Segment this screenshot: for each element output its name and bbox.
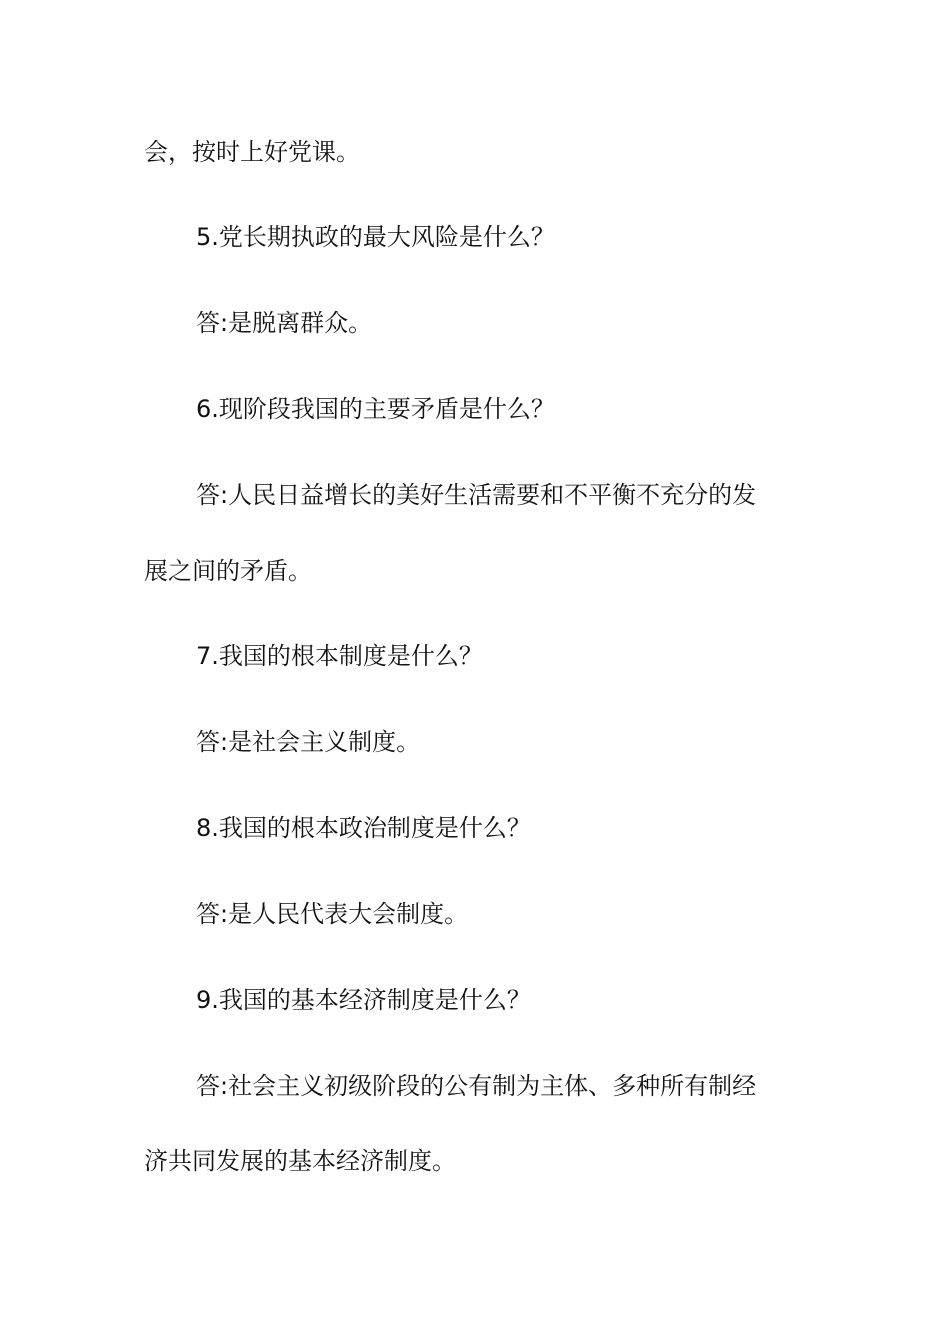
- answer-6-line-2: 展之间的矛盾。: [144, 557, 312, 585]
- question-7: 7.我国的根本制度是什么？: [196, 642, 483, 670]
- answer-8: 答:是人民代表大会制度。: [196, 900, 469, 928]
- answer-9-line-2: 济共同发展的基本经济制度。: [144, 1147, 456, 1175]
- answer-6-line-1: 答:人民日益增长的美好生活需要和不平衡不充分的发: [196, 481, 757, 509]
- question-8: 8.我国的根本政治制度是什么？: [196, 814, 531, 842]
- question-6: 6.现阶段我国的主要矛盾是什么？: [196, 395, 555, 423]
- answer-7: 答:是社会主义制度。: [196, 728, 421, 756]
- question-9: 9.我国的基本经济制度是什么？: [196, 986, 531, 1014]
- answer-5: 答:是脱离群众。: [196, 309, 373, 337]
- answer-9-line-1: 答:社会主义初级阶段的公有制为主体、多种所有制经: [196, 1072, 757, 1100]
- continuation-line: 会，按时上好党课。: [144, 138, 360, 166]
- question-5: 5.党长期执政的最大风险是什么？: [196, 223, 555, 251]
